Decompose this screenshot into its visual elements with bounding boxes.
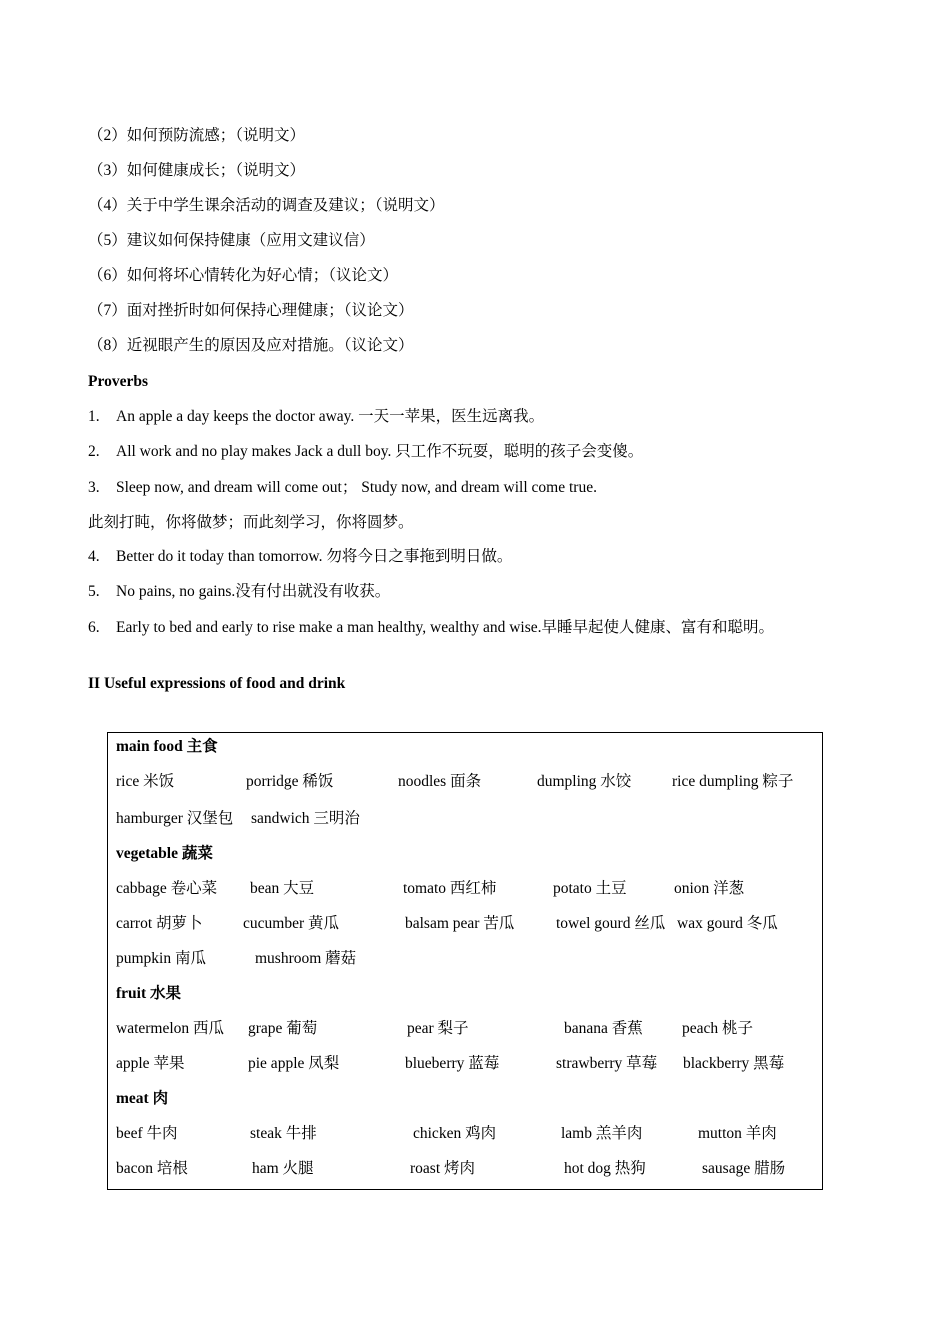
proverb-number: 5. xyxy=(88,583,100,600)
proverb-item xyxy=(88,478,597,498)
food-item: pear 梨子 xyxy=(407,1020,469,1037)
food-item: beef 牛肉 xyxy=(116,1125,178,1142)
food-item: peach 桃子 xyxy=(682,1020,754,1037)
food-item: hamburger 汉堡包 xyxy=(116,810,234,827)
proverb-item xyxy=(88,547,512,567)
proverb-translation: 此刻打盹，你将做梦；而此刻学习，你将圆梦。 xyxy=(88,514,414,531)
food-item: blackberry 黑莓 xyxy=(683,1055,785,1072)
food-item: steak 牛排 xyxy=(250,1125,317,1142)
food-item: watermelon 西瓜 xyxy=(116,1020,225,1037)
food-item: blueberry 蓝莓 xyxy=(405,1055,500,1072)
food-table xyxy=(107,732,823,1190)
topic-item: （6）如何将坏心情转化为好心情；（议论文） xyxy=(88,267,399,284)
food-item: strawberry 草莓 xyxy=(556,1055,658,1072)
topic-item: （8）近视眼产生的原因及应对措施。（议论文） xyxy=(88,337,414,354)
proverb-number: 6. xyxy=(88,619,100,636)
proverb-text: All work and no play makes Jack a dull boy. 只工作不玩耍，聪明的孩子会变傻。 xyxy=(116,443,644,460)
proverb-item xyxy=(88,582,390,602)
food-item: dumpling 水饺 xyxy=(537,773,632,790)
food-item: apple 苹果 xyxy=(116,1055,185,1072)
food-item: noodles 面条 xyxy=(398,773,482,790)
proverb-number: 1. xyxy=(88,408,100,425)
food-item: pie apple 凤梨 xyxy=(248,1055,340,1072)
proverbs-heading: Proverbs xyxy=(88,373,148,390)
food-item: mushroom 蘑菇 xyxy=(255,950,357,967)
food-item: potato 土豆 xyxy=(553,880,627,897)
food-item: balsam pear 苦瓜 xyxy=(405,915,515,932)
food-item: cucumber 黄瓜 xyxy=(243,915,339,932)
category-heading-vegetable: vegetable 蔬菜 xyxy=(116,845,213,862)
food-item: pumpkin 南瓜 xyxy=(116,950,206,967)
food-item: onion 洋葱 xyxy=(674,880,745,897)
food-item: chicken 鸡肉 xyxy=(413,1125,497,1142)
food-item: roast 烤肉 xyxy=(410,1160,476,1177)
food-item: sausage 腊肠 xyxy=(702,1160,786,1177)
food-item: rice dumpling 粽子 xyxy=(672,773,794,790)
food-item: hot dog 热狗 xyxy=(564,1160,646,1177)
food-item: towel gourd 丝瓜 xyxy=(556,915,666,932)
proverb-text: Early to bed and early to rise make a man healthy, wealthy and wise.早睡早起使人健康、富有和聪明。 xyxy=(116,619,775,636)
food-item: grape 葡萄 xyxy=(248,1020,318,1037)
section-heading: II Useful expressions of food and drink xyxy=(88,675,346,692)
food-item: cabbage 卷心菜 xyxy=(116,880,218,897)
food-item: wax gourd 冬瓜 xyxy=(677,915,778,932)
proverb-item xyxy=(88,618,774,638)
food-item: banana 香蕉 xyxy=(564,1020,643,1037)
proverb-item xyxy=(88,407,544,427)
topic-item: （5）建议如何保持健康（应用文建议信） xyxy=(88,232,375,249)
topic-item: （7）面对挫折时如何保持心理健康；（议论文） xyxy=(88,302,414,319)
food-item: tomato 西红柿 xyxy=(403,880,497,897)
food-item: bacon 培根 xyxy=(116,1160,188,1177)
food-item: rice 米饭 xyxy=(116,773,175,790)
food-item: bean 大豆 xyxy=(250,880,315,897)
category-heading-main-food: main food 主食 xyxy=(116,738,218,755)
food-item: carrot 胡萝卜 xyxy=(116,915,203,932)
proverb-number: 3. xyxy=(88,479,100,496)
topic-item: （4）关于中学生课余活动的调查及建议；（说明文） xyxy=(88,197,445,214)
proverb-number: 2. xyxy=(88,443,100,460)
food-item: lamb 羔羊肉 xyxy=(561,1125,643,1142)
topic-item: （3）如何健康成长；（说明文） xyxy=(88,162,306,179)
proverb-item xyxy=(88,442,643,462)
topic-item: （2）如何预防流感；（说明文） xyxy=(88,127,306,144)
proverb-text: No pains, no gains.没有付出就没有收获。 xyxy=(116,583,391,600)
proverb-text: Sleep now, and dream will come out； Study now, and dream will come true. xyxy=(116,479,597,496)
category-heading-meat: meat 肉 xyxy=(116,1090,169,1107)
proverb-number: 4. xyxy=(88,548,100,565)
food-item: ham 火腿 xyxy=(252,1160,314,1177)
food-item: mutton 羊肉 xyxy=(698,1125,777,1142)
proverb-text: Better do it today than tomorrow. 勿将今日之事拖到明日做。 xyxy=(116,548,513,565)
food-item: sandwich 三明治 xyxy=(251,810,360,827)
category-heading-fruit: fruit 水果 xyxy=(116,985,182,1002)
proverb-text: An apple a day keeps the doctor away. 一天一苹果，医生远离我。 xyxy=(116,408,545,425)
food-item: porridge 稀饭 xyxy=(246,773,334,790)
